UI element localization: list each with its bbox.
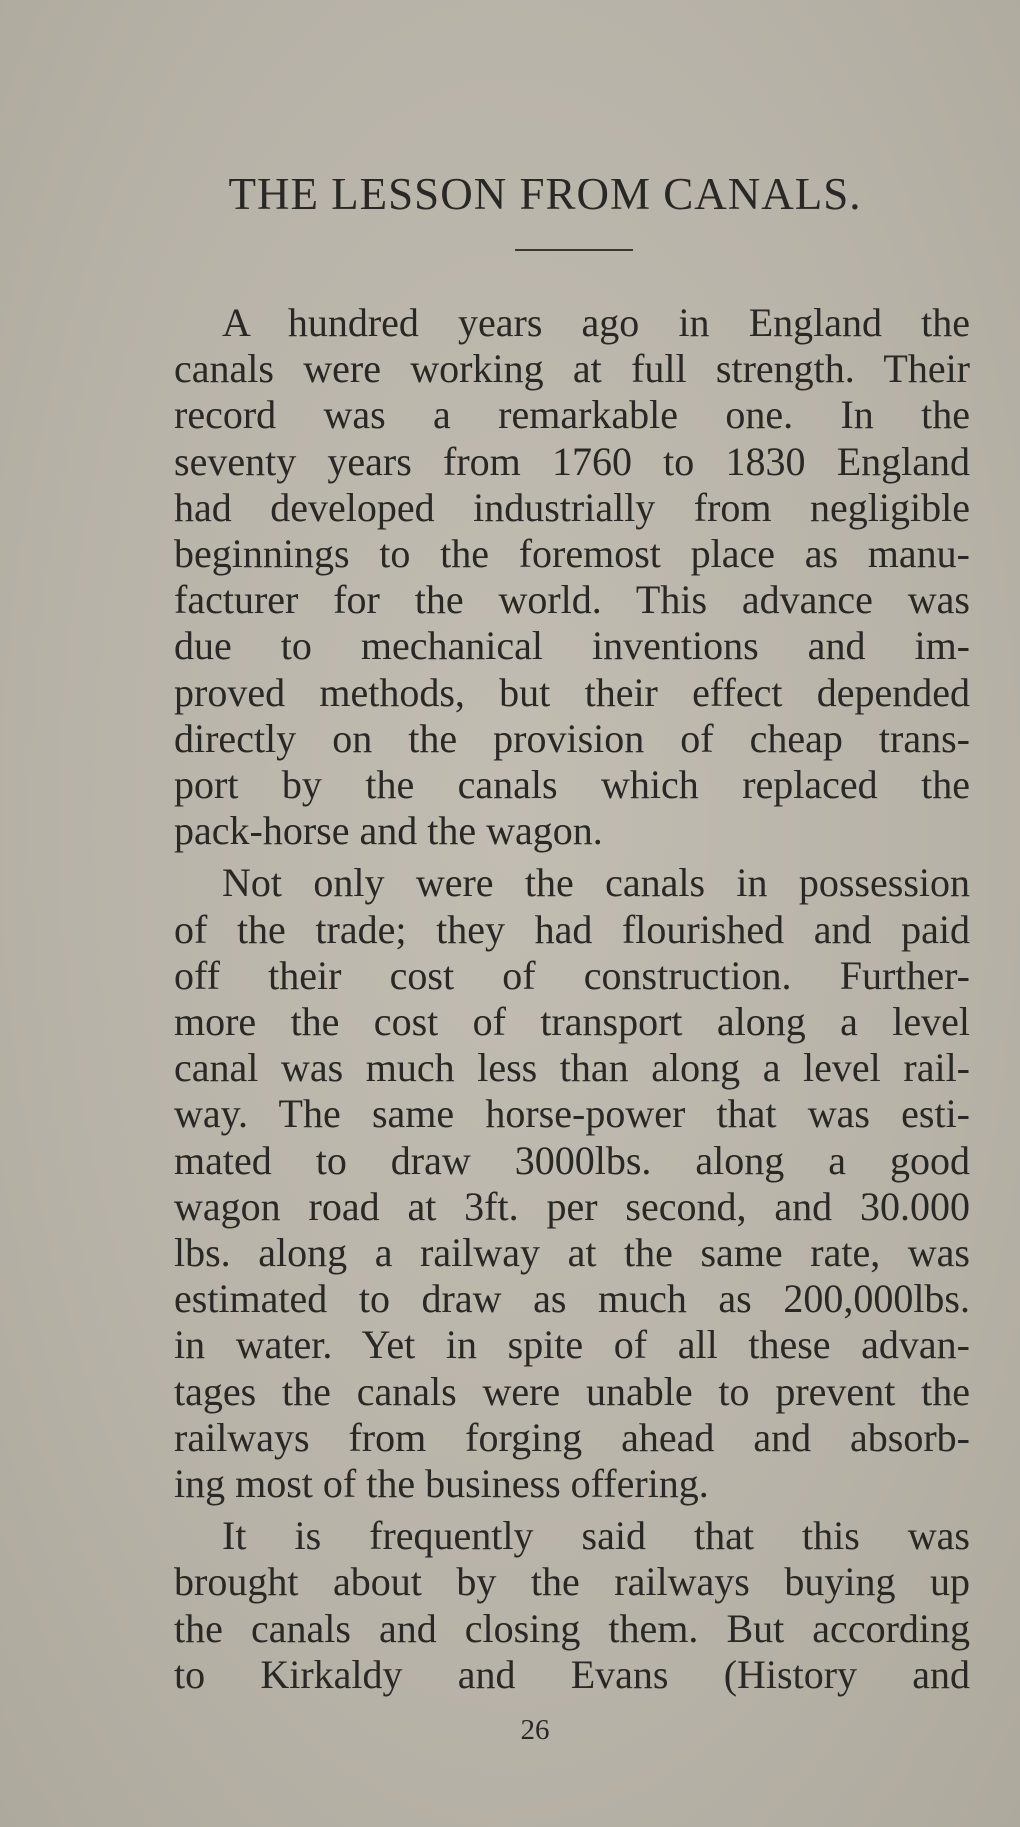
text-line: canal was much less than along a level rail- — [174, 1045, 970, 1091]
text-line: facturer for the world. This advance was — [174, 577, 970, 623]
text-line: record was a remarkable one. In the — [174, 392, 970, 438]
page-number: 26 — [520, 1714, 550, 1746]
text-line: port by the canals which replaced the — [174, 762, 970, 808]
text-line: beginnings to the foremost place as manu- — [174, 531, 970, 577]
text-line: directly on the provision of cheap trans- — [174, 715, 970, 761]
text-line: more the cost of transport along a level — [174, 999, 970, 1045]
text-line: A hundred years ago in England the — [222, 300, 970, 345]
text-line: way. The same horse-power that was esti- — [174, 1091, 970, 1137]
text-line: off their cost of construction. Further- — [174, 952, 970, 998]
text-line: in water. Yet in spite of all these advan- — [174, 1322, 970, 1368]
paragraph-3 — [174, 1513, 970, 1698]
title-rule — [515, 249, 633, 251]
text-line: proved methods, but their effect depended — [174, 669, 970, 715]
text-line: had developed industrially from negligible — [174, 484, 970, 530]
body-text — [174, 300, 970, 1704]
text-line: It is frequently said that this was — [222, 1513, 970, 1559]
text-line: brought about by the railways buying up — [174, 1559, 970, 1605]
text-line: of the trade; they had flourished and paid — [174, 906, 970, 952]
text-line: railways from forging ahead and absorb- — [174, 1414, 970, 1460]
text-line: ing most of the business offering. — [174, 1461, 709, 1507]
paragraph-1 — [174, 300, 970, 854]
chapter-title: THE LESSON FROM CANALS. — [228, 169, 862, 219]
text-line: seventy years from 1760 to 1830 England — [174, 438, 970, 484]
text-line: lbs. along a railway at the same rate, was — [174, 1230, 970, 1276]
text-line: the canals and closing them. But according — [174, 1605, 970, 1651]
text-line: pack-horse and the wagon. — [174, 808, 603, 854]
text-line: canals were working at full strength. Their — [174, 346, 970, 392]
text-line: Not only were the canals in possession — [222, 860, 970, 906]
text-line: mated to draw 3000lbs. along a good — [174, 1137, 970, 1183]
paragraph-2 — [174, 860, 970, 1507]
text-line: estimated to draw as much as 200,000lbs. — [174, 1276, 970, 1322]
text-line: wagon road at 3ft. per second, and 30.000 — [174, 1183, 970, 1229]
text-line: to Kirkaldy and Evans (History and — [174, 1651, 970, 1697]
text-line: tages the canals were unable to prevent the — [174, 1368, 970, 1414]
text-line: due to mechanical inventions and im- — [174, 623, 970, 669]
